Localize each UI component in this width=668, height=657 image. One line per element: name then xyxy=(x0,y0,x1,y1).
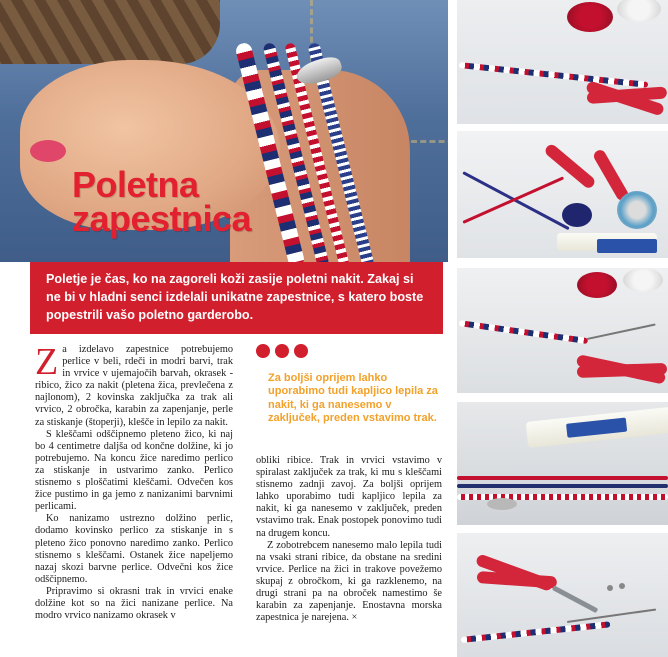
bead-bowl xyxy=(567,2,613,32)
paragraph: Ko nanizamo ustrezno dolžino perlic, dodamo kovinsko perlico za stiskanje in s pleteno žico ponovno naredimo zanko. Perlico stisnemo s kleščami. Ostanek žice napeljemo nazaj skozi barvne perlice. Odvečni kos žice odščipnemo. xyxy=(35,513,233,585)
title-line-2: zapestnica xyxy=(72,198,252,239)
paragraph: S kleščami odščipnemo pleteno žico, ki naj bo 4 centimetre daljša od končne dolžine, ki jo potrebujemo. Na koncu žice naredimo perlico za stiskanje in ustvarimo zanko. Perlico stisnemo s ploščatimi kleščami. Odvečen kos žice pustimo in ga jemo z nanizanimi barvnimi perlicami. xyxy=(35,428,233,513)
paragraph: obliki ribice. Trak in vrvici vstavimo v spiralast zaključek za trak, ki mu s kleščami stisnemo zadnji zavoj. Za boljši oprijem lahko uporabimo tudi kapljico lepila za nakit, ki ga nanesemo v zaključek, preden vstavimo trak. Enak postopek ponovimo tudi na drugem koncu. xyxy=(256,455,442,539)
step-photo-stringing xyxy=(457,268,668,393)
step-photo-materials xyxy=(457,131,668,258)
ribbon xyxy=(457,494,668,500)
wire-spool xyxy=(617,191,657,229)
pliers-handle xyxy=(477,571,558,589)
belt-decoration xyxy=(0,0,220,64)
cord xyxy=(457,476,668,480)
glue-tube xyxy=(557,233,657,251)
step-photo-glue xyxy=(457,402,668,525)
article-title xyxy=(72,164,252,239)
metal-bead xyxy=(607,585,613,591)
bead-strand xyxy=(461,621,611,643)
bead-dish xyxy=(562,203,592,227)
dot-icon xyxy=(275,344,289,358)
step-photo-beads-pliers xyxy=(457,0,668,124)
glue-tube xyxy=(526,406,668,448)
metal-bead xyxy=(619,583,625,589)
body-column-1 xyxy=(35,341,233,622)
bead-strand xyxy=(459,62,649,88)
bead-bowl xyxy=(617,0,661,22)
step-photo-closing xyxy=(457,533,668,657)
bead-bowl xyxy=(623,268,663,292)
paragraph xyxy=(35,341,233,429)
lead-box: Poletje je čas, ko na zagoreli koži zasije poletni nakit. Zakaj si ne bi v hladni senci izdelali unikatne zapestnice, s katero boste popestrili vašo poletno garderobo. xyxy=(30,262,443,334)
hero-photo xyxy=(0,0,448,262)
dropcap: Z xyxy=(35,341,59,383)
wire xyxy=(587,323,656,340)
bead-strand xyxy=(459,320,589,344)
fish-charm-icon xyxy=(487,498,517,510)
paragraph-text: a izdelavo zapestnice potrebujemo perlice v beli, rdeči in modri barvi, trak in vrvice v ujemajočih barvah, okrasek - ribico, žico za nakit (pletena žica, prevlečena z najlonom), 2 kovinska zaključka za trak ali vrvico, 2 obročka, karabin za zapenjanje, perle za stiskanje (štoperji), klešče in lepilo za nakit. xyxy=(35,344,233,428)
paragraph: Z zobotrebcem nanesemo malo lepila tudi na vsaki strani ribice, da obstane na sredini vrvice. Perlice na žici in trakove povežemo skupaj z obročkom, ki ga razklenemo, na drugi strani pa na obroček namestimo še karabin za zapenjanje. Enostavna morska zapestnica je narejena. × xyxy=(256,539,442,624)
body-column-2 xyxy=(256,455,442,624)
cord xyxy=(457,484,668,488)
painted-nail xyxy=(30,140,66,162)
bead-bowl xyxy=(577,272,617,298)
paragraph: Pripravimo si okrasni trak in vrvici enake dolžine kot so na žici nanizane perlice. Na modro vrvico nanizamo okrasek v xyxy=(35,585,233,622)
tip-box: Za boljši oprijem lahko uporabimo tudi kapljico lepila za nakit, ki ga nanesemo v zaključek, preden vstavimo trak. xyxy=(268,372,438,425)
tip-dots xyxy=(256,344,308,358)
pliers-jaw xyxy=(552,585,598,613)
dot-icon xyxy=(294,344,308,358)
wire xyxy=(567,608,656,623)
dot-icon xyxy=(256,344,270,358)
title-line-1: Poletna xyxy=(72,164,199,205)
